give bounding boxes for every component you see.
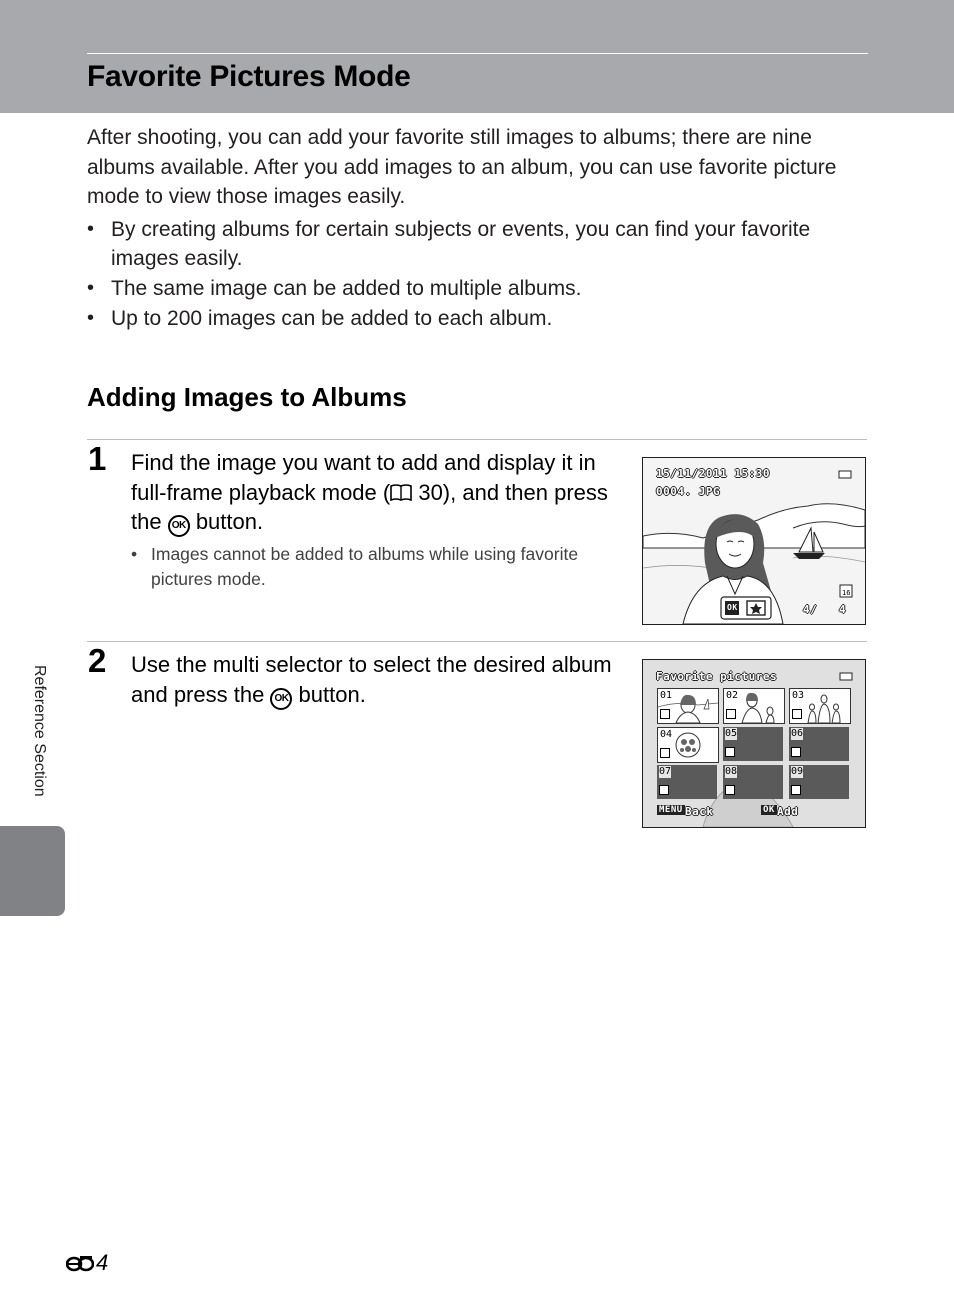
playback-datetime: 15/11/2011 15:30 (656, 467, 770, 480)
intro-paragraph: After shooting, you can add your favorite still images to albums; there are nine albums available. After you add images to an album, you can use favorite picture mode to view those images easily. (87, 126, 837, 208)
header-band (0, 0, 954, 113)
playback-illustration (643, 458, 865, 624)
step-1-text (131, 448, 621, 537)
album-07-label: 07 (659, 766, 672, 777)
album-07-checkbox[interactable] (659, 785, 669, 795)
step-1-note-item: • Images cannot be added to albums while using favorite pictures mode. (131, 542, 601, 592)
ok-button-icon: OK (168, 515, 190, 537)
playback-counter-current: 4/ (803, 603, 818, 616)
album-04-checkbox[interactable] (660, 748, 670, 758)
step-2-text-b: button. (292, 681, 366, 707)
album-01-label: 01 (660, 690, 673, 701)
side-section-label: Reference Section (31, 665, 48, 797)
album-05-checkbox[interactable] (725, 747, 735, 757)
album-01-checkbox[interactable] (660, 709, 670, 719)
album-select-screen (642, 659, 866, 828)
step-1-divider (87, 439, 867, 440)
album-05-label: 05 (725, 728, 738, 739)
album-06-label: 06 (791, 728, 804, 739)
feature-item: • Up to 200 images can be added to each album. (87, 304, 862, 333)
album-cell-06[interactable] (789, 727, 849, 761)
back-key-icon: MENU (659, 805, 683, 815)
album-cell-07[interactable] (657, 765, 717, 799)
step-1-number: 1 (88, 440, 107, 477)
album-03-label: 03 (792, 690, 805, 701)
page-folio (66, 1250, 108, 1276)
album-cell-05[interactable] (723, 727, 783, 761)
section-thumb-tab (0, 826, 65, 916)
album-screen-title: Favorite pictures (656, 670, 778, 683)
section-title: Adding Images to Albums (87, 382, 407, 412)
back-label: Back (685, 805, 714, 818)
step-2-text-a: Use the multi selector to select the desired album and press the (131, 652, 612, 707)
step-2-number: 2 (88, 642, 107, 679)
add-key-icon: OK (763, 805, 775, 815)
album-cell-03[interactable] (789, 688, 851, 724)
album-06-checkbox[interactable] (791, 747, 801, 757)
album-08-checkbox[interactable] (725, 785, 735, 795)
step-1-text-b: button. (189, 509, 264, 534)
playback-filename: 0004. JPG (656, 485, 721, 498)
step-2-divider (87, 641, 867, 642)
album-cell-04[interactable] (657, 727, 719, 763)
album-cell-01[interactable] (657, 688, 719, 724)
step-1-note (131, 542, 601, 592)
feature-item: • By creating albums for certain subjects or events, you can find your favorite images easily. (87, 215, 862, 273)
step-1-text-a: Find the image you want to add and display it in full-frame playback mode ( (131, 450, 596, 505)
ok-button-icon: OK (270, 688, 292, 710)
album-cell-09[interactable] (789, 765, 849, 799)
feature-list (87, 215, 862, 334)
playback-counter-total: 4 (839, 603, 847, 616)
album-09-label: 09 (791, 766, 804, 777)
book-reference-icon (390, 483, 412, 502)
album-08-label: 08 (725, 766, 738, 777)
album-02-checkbox[interactable] (726, 709, 736, 719)
reference-section-icon (66, 1253, 94, 1273)
playback-ok-key: OK (727, 603, 738, 612)
page-title: Favorite Pictures Mode (87, 60, 411, 93)
add-label: Add (777, 805, 799, 818)
album-cell-02[interactable] (723, 688, 785, 724)
header-rule (87, 53, 868, 54)
feature-item: • The same image can be added to multiple albums. (87, 274, 862, 303)
page-number: 4 (96, 1250, 109, 1275)
svg-text:16: 16 (842, 589, 851, 597)
playback-screen (642, 457, 866, 625)
step-2-text (131, 650, 621, 710)
album-cell-08[interactable] (723, 765, 783, 799)
album-03-checkbox[interactable] (792, 709, 802, 719)
step-1-text-ref: 30), and then press the (131, 479, 608, 534)
album-02-label: 02 (726, 690, 739, 701)
album-09-checkbox[interactable] (791, 785, 801, 795)
album-04-label: 04 (660, 729, 673, 740)
